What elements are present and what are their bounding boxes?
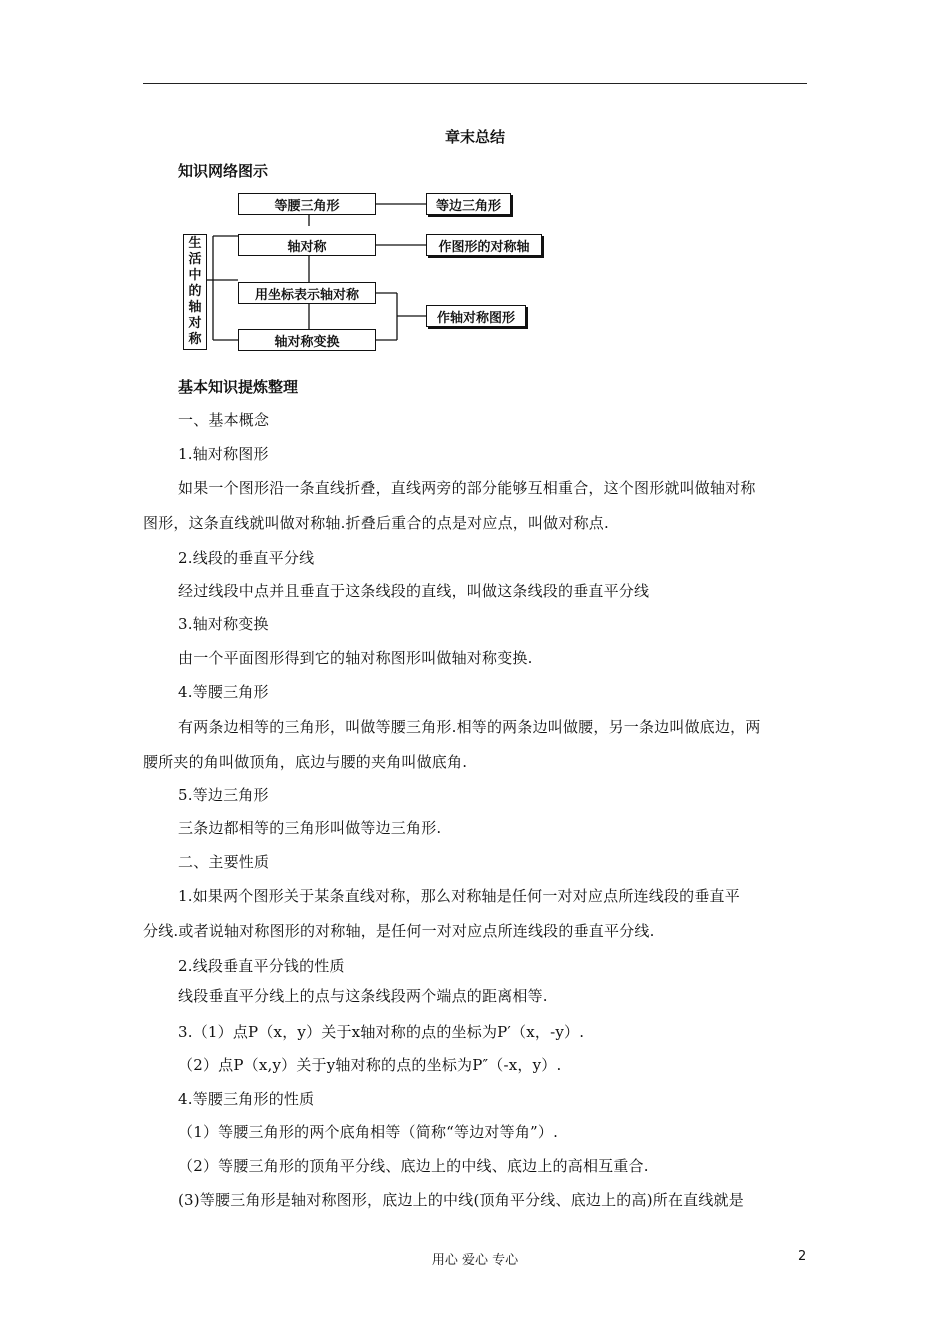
text-line: 2.线段垂直平分钱的性质	[178, 957, 345, 975]
section-heading-basics: 基本知识提炼整理	[178, 378, 299, 396]
text-line: 由一个平面图形得到它的轴对称图形叫做轴对称变换.	[178, 649, 533, 667]
box-draw-symmetric-figure: 作轴对称图形	[426, 305, 526, 327]
page-footer: 用心 爱心 专心	[431, 1253, 519, 1268]
text-line: 4.等腰三角形的性质	[178, 1090, 315, 1108]
text-line: 5.等边三角形	[178, 786, 269, 804]
box-symmetry-transform: 轴对称变换	[238, 329, 376, 351]
text-line: 3.轴对称变换	[178, 615, 269, 633]
text-line: 三条边都相等的三角形叫做等边三角形.	[178, 819, 442, 837]
section-heading-network: 知识网络图示	[178, 162, 269, 180]
box-equilateral-triangle: 等边三角形	[426, 193, 511, 215]
text-line: (3)等腰三角形是轴对称图形，底边上的中线(顶角平分线、底边上的高)所在直线就是	[178, 1191, 744, 1209]
box-axial-symmetry: 轴对称	[238, 234, 376, 256]
root-char: 的	[188, 284, 202, 299]
text-line: 腰所夹的角叫做顶角，底边与腰的夹角叫做底角.	[143, 753, 468, 771]
text-line: 分线.或者说轴对称图形的对称轴，是任何一对对应点所连线段的垂直平分线.	[143, 922, 655, 940]
text-line: （2）等腰三角形的顶角平分线、底边上的中线、底边上的高相互重合.	[178, 1157, 649, 1175]
text-line: 2.线段的垂直平分线	[178, 549, 315, 567]
text-line: 线段垂直平分线上的点与这条线段两个端点的距离相等.	[178, 987, 548, 1005]
header-rule	[143, 83, 807, 84]
box-isosceles-triangle: 等腰三角形	[238, 193, 376, 215]
text-line: 1.如果两个图形关于某条直线对称，那么对称轴是任何一对对应点所连线段的垂直平	[178, 887, 740, 905]
text-line: 图形，这条直线就叫做对称轴.折叠后重合的点是对应点，叫做对称点.	[143, 514, 609, 532]
text-line: 1.轴对称图形	[178, 445, 269, 463]
root-char: 对	[188, 316, 202, 331]
root-char: 活	[188, 252, 202, 267]
diagram-root-box	[183, 234, 207, 350]
root-char: 称	[188, 332, 202, 347]
text-line: 有两条边相等的三角形，叫做等腰三角形.相等的两条边叫做腰，另一条边叫做底边，两	[178, 718, 761, 736]
text-line: 一、基本概念	[178, 411, 270, 429]
text-line: 二、主要性质	[178, 853, 270, 871]
text-line: 4.等腰三角形	[178, 683, 269, 701]
page-title: 章末总结	[444, 128, 505, 146]
root-char: 轴	[188, 300, 202, 315]
knowledge-network-diagram	[175, 188, 555, 358]
box-coordinate-symmetry: 用坐标表示轴对称	[238, 282, 376, 304]
root-char: 生	[188, 236, 202, 251]
text-line: 如果一个图形沿一条直线折叠，直线两旁的部分能够互相重合，这个图形就叫做轴对称	[178, 479, 756, 497]
text-line: （1）等腰三角形的两个底角相等（简称“等边对等角”）.	[178, 1123, 559, 1141]
text-line: （2）点P（x,y）关于y轴对称的点的坐标为P″（-x，y）.	[178, 1056, 562, 1074]
box-draw-axis: 作图形的对称轴	[426, 234, 542, 256]
page-number: 2	[798, 1249, 807, 1264]
root-char: 中	[188, 268, 202, 283]
text-line: 3.（1）点P（x，y）关于x轴对称的点的坐标为P′（x，-y）.	[178, 1023, 585, 1041]
text-line: 经过线段中点并且垂直于这条线段的直线，叫做这条线段的垂直平分线	[178, 582, 650, 600]
